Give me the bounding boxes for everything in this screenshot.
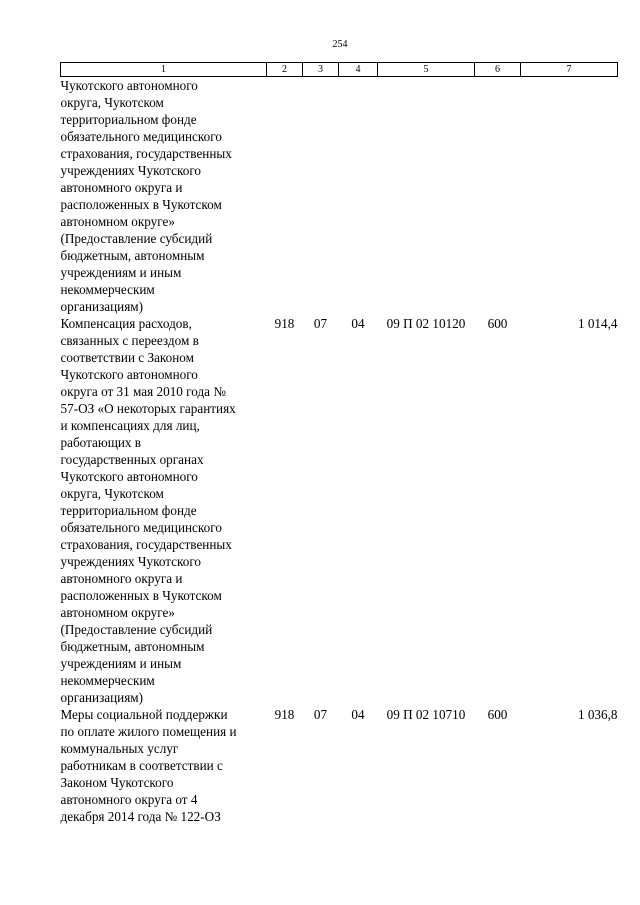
column-header-7: 7 <box>521 63 618 77</box>
column-header-5: 5 <box>378 63 475 77</box>
description-line: (Предоставление субсидий <box>60 231 213 246</box>
description-line: бюджетным, автономным <box>60 248 205 263</box>
description-line: территориальном фонде <box>60 112 197 127</box>
description-line: Меры социальной поддержки <box>60 707 228 722</box>
description-line: по оплате жилого помещения и <box>60 724 237 739</box>
description-line: страхования, государственных <box>60 537 232 552</box>
description-line: организациям) <box>60 690 144 705</box>
section-code-cell: 07 <box>313 707 328 722</box>
target-article-cell: 09 П 02 10120 <box>386 316 466 331</box>
description-line: коммунальных услуг <box>60 741 179 756</box>
description-line: декабря 2014 года № 122-ОЗ <box>60 809 221 824</box>
description-line: Компенсация расходов, <box>60 316 192 331</box>
expense-type-cell <box>475 77 521 316</box>
description-line: автономном округе» <box>60 605 175 620</box>
subsection-code-cell: 04 <box>351 316 365 331</box>
description-line: обязательного медицинского <box>60 129 222 144</box>
description-line: учреждениям и иным <box>60 656 182 671</box>
description-line: государственных органах <box>60 452 204 467</box>
description-line: учреждениях Чукотского <box>60 554 202 569</box>
description-line: автономном округе» <box>60 214 175 229</box>
description-line: и компенсациях для лиц, <box>60 418 200 433</box>
description-line: работающих в <box>60 435 142 450</box>
row-description <box>61 706 267 825</box>
description-line: округа от 31 мая 2010 года № <box>60 384 226 399</box>
target-article-cell <box>378 77 475 316</box>
description-line: автономного округа и <box>60 571 183 586</box>
budget-table <box>60 62 618 825</box>
column-number-row <box>61 63 618 77</box>
description-line: связанных с переездом в <box>60 333 199 348</box>
amount-cell <box>521 77 618 316</box>
description-line: учреждениям и иным <box>60 265 182 280</box>
description-line: учреждениях Чукотского <box>60 163 202 178</box>
description-line: соответствии с Законом <box>60 350 194 365</box>
expense-type-cell: 600 <box>487 316 508 331</box>
description-line: территориальном фонде <box>60 503 197 518</box>
row-description <box>61 315 267 706</box>
column-header-2: 2 <box>267 63 303 77</box>
table-row <box>61 706 618 825</box>
column-header-4: 4 <box>339 63 378 77</box>
section-code-cell <box>303 77 339 316</box>
description-line: автономного округа и <box>60 180 183 195</box>
description-line: Чукотского автономного <box>60 469 198 484</box>
description-line: 57-ОЗ «О некоторых гарантиях <box>60 401 236 416</box>
description-line: организациям) <box>60 299 144 314</box>
description-line: Законом Чукотского <box>60 775 174 790</box>
column-header-6: 6 <box>475 63 521 77</box>
ministry-code-cell <box>267 77 303 316</box>
row-description <box>61 77 267 316</box>
expense-type-cell: 600 <box>487 707 508 722</box>
description-line: работникам в соответствии с <box>60 758 223 773</box>
target-article-cell: 09 П 02 10710 <box>386 707 466 722</box>
description-line: Чукотского автономного <box>60 78 198 93</box>
table-row <box>61 77 618 316</box>
description-line: автономного округа от 4 <box>60 792 198 807</box>
description-line: расположенных в Чукотском <box>60 588 222 603</box>
description-line: страхования, государственных <box>60 146 232 161</box>
subsection-code-cell <box>339 77 378 316</box>
subsection-code-cell: 04 <box>351 707 365 722</box>
section-code-cell: 07 <box>313 316 328 331</box>
table-row <box>61 315 618 706</box>
description-line: обязательного медицинского <box>60 520 222 535</box>
ministry-code-cell: 918 <box>274 316 295 331</box>
description-line: некоммерческим <box>60 673 155 688</box>
description-line: округа, Чукотском <box>60 486 164 501</box>
description-line: некоммерческим <box>60 282 155 297</box>
description-line: округа, Чукотском <box>60 95 164 110</box>
description-line: Чукотского автономного <box>60 367 198 382</box>
description-line: бюджетным, автономным <box>60 639 205 654</box>
page-number: 254 <box>332 39 348 50</box>
ministry-code-cell: 918 <box>274 707 295 722</box>
column-header-1: 1 <box>61 63 267 77</box>
column-header-3: 3 <box>303 63 339 77</box>
description-line: (Предоставление субсидий <box>60 622 213 637</box>
amount-cell: 1 014,4 <box>577 316 618 331</box>
amount-cell: 1 036,8 <box>577 707 618 722</box>
description-line: расположенных в Чукотском <box>60 197 222 212</box>
